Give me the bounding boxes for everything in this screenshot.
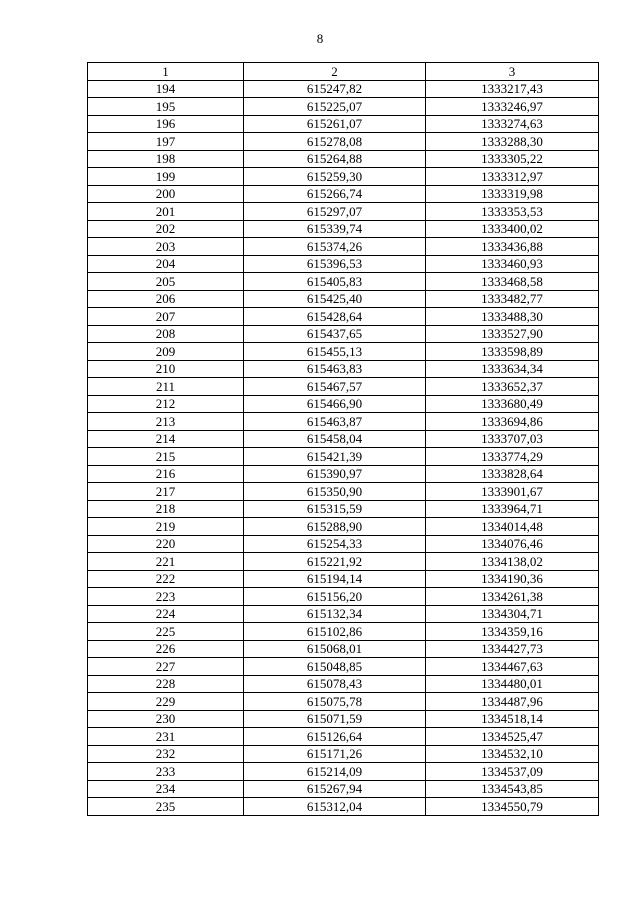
- y-coordinate-cell: 1333901,67: [426, 483, 599, 501]
- table-row: [88, 290, 599, 308]
- y-coordinate-cell: 1333312,97: [426, 168, 599, 186]
- x-coordinate-cell: 615261,07: [244, 115, 426, 133]
- table-row: [88, 430, 599, 448]
- table-row: [88, 518, 599, 536]
- table-row: [88, 413, 599, 431]
- x-coordinate-cell: 615214,09: [244, 763, 426, 781]
- x-coordinate-cell: 615194,14: [244, 570, 426, 588]
- point-number-cell: 199: [88, 168, 244, 186]
- table-row: [88, 150, 599, 168]
- point-number-cell: 207: [88, 308, 244, 326]
- point-number-cell: 226: [88, 640, 244, 658]
- point-number-cell: 219: [88, 518, 244, 536]
- table-row: [88, 588, 599, 606]
- table-row: [88, 98, 599, 116]
- point-number-cell: 203: [88, 238, 244, 256]
- point-number-cell: 229: [88, 693, 244, 711]
- table-row: [88, 238, 599, 256]
- point-number-cell: 228: [88, 675, 244, 693]
- table-row: [88, 255, 599, 273]
- point-number-cell: 205: [88, 273, 244, 291]
- table-row: [88, 360, 599, 378]
- point-number-cell: 232: [88, 745, 244, 763]
- y-coordinate-cell: 1333652,37: [426, 378, 599, 396]
- y-coordinate-cell: 1333460,93: [426, 255, 599, 273]
- x-coordinate-cell: 615225,07: [244, 98, 426, 116]
- x-coordinate-cell: 615156,20: [244, 588, 426, 606]
- table-row: [88, 710, 599, 728]
- table-body: [88, 80, 599, 815]
- point-number-cell: 222: [88, 570, 244, 588]
- x-coordinate-cell: 615132,34: [244, 605, 426, 623]
- table-row: [88, 203, 599, 221]
- x-coordinate-cell: 615315,59: [244, 500, 426, 518]
- x-coordinate-cell: 615266,74: [244, 185, 426, 203]
- table-row: [88, 343, 599, 361]
- y-coordinate-cell: 1333828,64: [426, 465, 599, 483]
- y-coordinate-cell: 1334138,02: [426, 553, 599, 571]
- y-coordinate-cell: 1334487,96: [426, 693, 599, 711]
- x-coordinate-cell: 615297,07: [244, 203, 426, 221]
- x-coordinate-cell: 615467,57: [244, 378, 426, 396]
- x-coordinate-cell: 615428,64: [244, 308, 426, 326]
- y-coordinate-cell: 1334550,79: [426, 798, 599, 816]
- table-row: [88, 570, 599, 588]
- point-number-cell: 208: [88, 325, 244, 343]
- table-row: [88, 640, 599, 658]
- point-number-cell: 198: [88, 150, 244, 168]
- y-coordinate-cell: 1334261,38: [426, 588, 599, 606]
- point-number-cell: 221: [88, 553, 244, 571]
- header-row: [88, 63, 599, 81]
- x-coordinate-cell: 615171,26: [244, 745, 426, 763]
- x-coordinate-cell: 615466,90: [244, 395, 426, 413]
- x-coordinate-cell: 615075,78: [244, 693, 426, 711]
- table-row: [88, 535, 599, 553]
- point-number-cell: 194: [88, 80, 244, 98]
- x-coordinate-cell: 615288,90: [244, 518, 426, 536]
- header-cell-2: 2: [244, 63, 426, 81]
- table-row: [88, 185, 599, 203]
- x-coordinate-cell: 615254,33: [244, 535, 426, 553]
- table-row: [88, 465, 599, 483]
- y-coordinate-cell: 1334076,46: [426, 535, 599, 553]
- x-coordinate-cell: 615247,82: [244, 80, 426, 98]
- y-coordinate-cell: 1333319,98: [426, 185, 599, 203]
- x-coordinate-cell: 615458,04: [244, 430, 426, 448]
- point-number-cell: 215: [88, 448, 244, 466]
- y-coordinate-cell: 1333598,89: [426, 343, 599, 361]
- point-number-cell: 231: [88, 728, 244, 746]
- point-number-cell: 217: [88, 483, 244, 501]
- x-coordinate-cell: 615071,59: [244, 710, 426, 728]
- table-row: [88, 605, 599, 623]
- x-coordinate-cell: 615126,64: [244, 728, 426, 746]
- x-coordinate-cell: 615048,85: [244, 658, 426, 676]
- y-coordinate-cell: 1334480,01: [426, 675, 599, 693]
- page-number: 8: [316, 31, 324, 46]
- y-coordinate-cell: 1333707,03: [426, 430, 599, 448]
- point-number-cell: 197: [88, 133, 244, 151]
- point-number-cell: 214: [88, 430, 244, 448]
- x-coordinate-cell: 615421,39: [244, 448, 426, 466]
- x-coordinate-cell: 615455,13: [244, 343, 426, 361]
- table-row: [88, 745, 599, 763]
- point-number-cell: 206: [88, 290, 244, 308]
- x-coordinate-cell: 615264,88: [244, 150, 426, 168]
- table-row: [88, 675, 599, 693]
- x-coordinate-cell: 615102,86: [244, 623, 426, 641]
- point-number-cell: 218: [88, 500, 244, 518]
- y-coordinate-cell: 1333400,02: [426, 220, 599, 238]
- table-row: [88, 220, 599, 238]
- y-coordinate-cell: 1333634,34: [426, 360, 599, 378]
- point-number-cell: 210: [88, 360, 244, 378]
- point-number-cell: 230: [88, 710, 244, 728]
- point-number-cell: 200: [88, 185, 244, 203]
- point-number-cell: 201: [88, 203, 244, 221]
- y-coordinate-cell: 1333527,90: [426, 325, 599, 343]
- table-row: [88, 798, 599, 816]
- table-row: [88, 693, 599, 711]
- table-row: [88, 395, 599, 413]
- point-number-cell: 223: [88, 588, 244, 606]
- x-coordinate-cell: 615437,65: [244, 325, 426, 343]
- y-coordinate-cell: 1334427,73: [426, 640, 599, 658]
- point-number-cell: 233: [88, 763, 244, 781]
- y-coordinate-cell: 1333217,43: [426, 80, 599, 98]
- table-row: [88, 308, 599, 326]
- x-coordinate-cell: 615278,08: [244, 133, 426, 151]
- table-row: [88, 500, 599, 518]
- y-coordinate-cell: 1333694,86: [426, 413, 599, 431]
- point-number-cell: 211: [88, 378, 244, 396]
- y-coordinate-cell: 1334543,85: [426, 780, 599, 798]
- point-number-cell: 227: [88, 658, 244, 676]
- y-coordinate-cell: 1334532,10: [426, 745, 599, 763]
- y-coordinate-cell: 1333482,77: [426, 290, 599, 308]
- point-number-cell: 234: [88, 780, 244, 798]
- y-coordinate-cell: 1334518,14: [426, 710, 599, 728]
- table-row: [88, 658, 599, 676]
- point-number-cell: 216: [88, 465, 244, 483]
- x-coordinate-cell: 615221,92: [244, 553, 426, 571]
- x-coordinate-cell: 615405,83: [244, 273, 426, 291]
- y-coordinate-cell: 1333305,22: [426, 150, 599, 168]
- x-coordinate-cell: 615374,26: [244, 238, 426, 256]
- x-coordinate-cell: 615312,04: [244, 798, 426, 816]
- y-coordinate-cell: 1334304,71: [426, 605, 599, 623]
- x-coordinate-cell: 615463,83: [244, 360, 426, 378]
- x-coordinate-cell: 615078,43: [244, 675, 426, 693]
- table-row: [88, 115, 599, 133]
- y-coordinate-cell: 1333274,63: [426, 115, 599, 133]
- table-row: [88, 553, 599, 571]
- x-coordinate-cell: 615267,94: [244, 780, 426, 798]
- table-row: [88, 780, 599, 798]
- point-number-cell: 212: [88, 395, 244, 413]
- table-row: [88, 623, 599, 641]
- table-row: [88, 728, 599, 746]
- point-number-cell: 213: [88, 413, 244, 431]
- x-coordinate-cell: 615259,30: [244, 168, 426, 186]
- x-coordinate-cell: 615339,74: [244, 220, 426, 238]
- point-number-cell: 224: [88, 605, 244, 623]
- point-number-cell: 235: [88, 798, 244, 816]
- table-header: [88, 63, 599, 81]
- table-row: [88, 448, 599, 466]
- point-number-cell: 204: [88, 255, 244, 273]
- x-coordinate-cell: 615390,97: [244, 465, 426, 483]
- header-cell-1: 1: [88, 63, 244, 81]
- table-row: [88, 273, 599, 291]
- point-number-cell: 202: [88, 220, 244, 238]
- y-coordinate-cell: 1334014,48: [426, 518, 599, 536]
- y-coordinate-cell: 1333964,71: [426, 500, 599, 518]
- y-coordinate-cell: 1333774,29: [426, 448, 599, 466]
- y-coordinate-cell: 1333288,30: [426, 133, 599, 151]
- x-coordinate-cell: 615425,40: [244, 290, 426, 308]
- y-coordinate-cell: 1333246,97: [426, 98, 599, 116]
- y-coordinate-cell: 1334359,16: [426, 623, 599, 641]
- y-coordinate-cell: 1334525,47: [426, 728, 599, 746]
- y-coordinate-cell: 1334537,09: [426, 763, 599, 781]
- point-number-cell: 209: [88, 343, 244, 361]
- y-coordinate-cell: 1334190,36: [426, 570, 599, 588]
- y-coordinate-cell: 1333436,88: [426, 238, 599, 256]
- x-coordinate-cell: 615396,53: [244, 255, 426, 273]
- point-number-cell: 220: [88, 535, 244, 553]
- point-number-cell: 225: [88, 623, 244, 641]
- table-row: [88, 378, 599, 396]
- table-row: [88, 80, 599, 98]
- table-row: [88, 763, 599, 781]
- x-coordinate-cell: 615463,87: [244, 413, 426, 431]
- y-coordinate-cell: 1333488,30: [426, 308, 599, 326]
- table-row: [88, 325, 599, 343]
- coordinates-table: [87, 62, 599, 816]
- table-row: [88, 483, 599, 501]
- table-row: [88, 133, 599, 151]
- x-coordinate-cell: 615068,01: [244, 640, 426, 658]
- y-coordinate-cell: 1333468,58: [426, 273, 599, 291]
- point-number-cell: 195: [88, 98, 244, 116]
- table-row: [88, 168, 599, 186]
- x-coordinate-cell: 615350,90: [244, 483, 426, 501]
- y-coordinate-cell: 1333680,49: [426, 395, 599, 413]
- point-number-cell: 196: [88, 115, 244, 133]
- y-coordinate-cell: 1334467,63: [426, 658, 599, 676]
- y-coordinate-cell: 1333353,53: [426, 203, 599, 221]
- header-cell-3: 3: [426, 63, 599, 81]
